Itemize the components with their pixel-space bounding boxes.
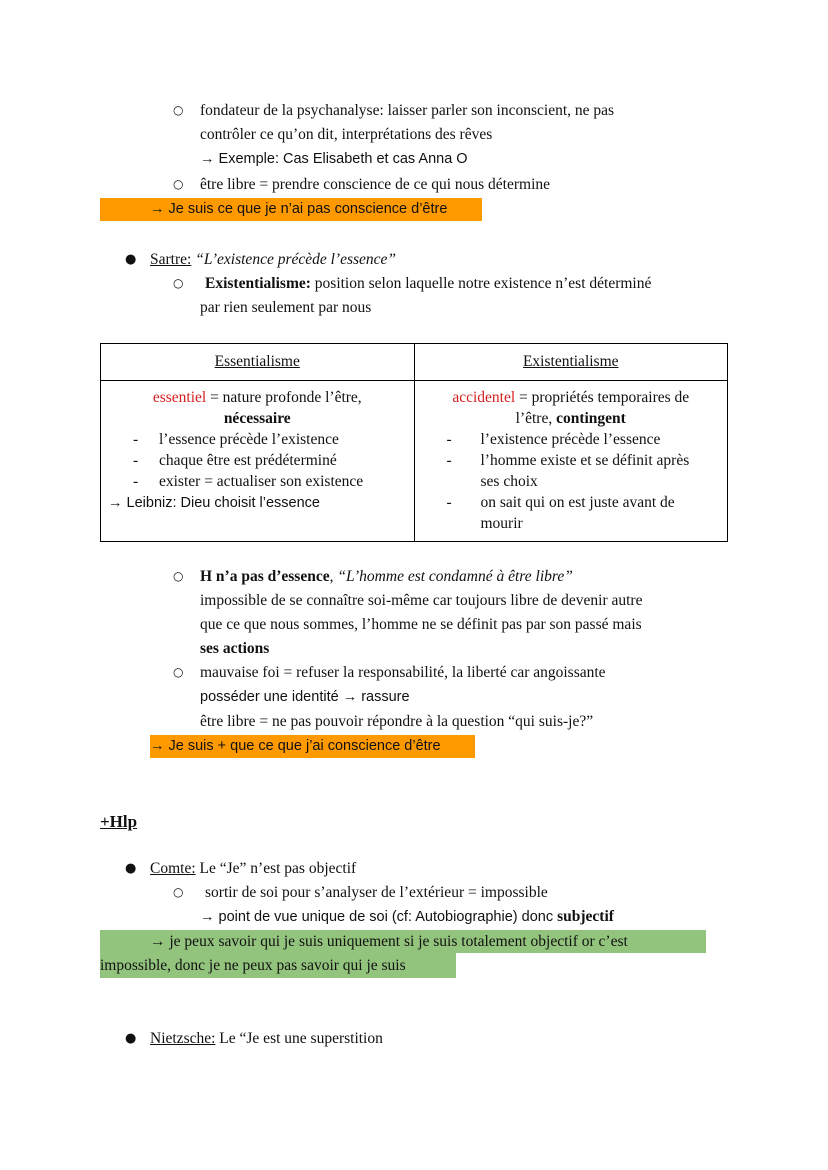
intro-line-4: être libre = prendre conscience de ce qui nous détermine [200, 176, 551, 193]
comte-name: Comte: [150, 860, 196, 877]
list-item: on sait qui on est juste avant de [480, 494, 675, 511]
bullet-icon: ● [125, 252, 137, 267]
sartre-heading [150, 249, 396, 270]
sartre-quote: “L’existence précède l’essence” [195, 251, 397, 268]
comte-conclusion-2: impossible, donc je ne peux pas savoir qui je suis [100, 957, 406, 974]
intro-line-2: contrôler ce qu’on dit, interprétations des rêves [200, 126, 493, 143]
existentialism-def-line-2: par rien seulement par nous [200, 299, 372, 316]
circle-bullet-icon: ○ [173, 569, 184, 583]
list-item-continued: ses choix [480, 473, 538, 490]
list-item: exister = actualiser son existence [159, 473, 364, 490]
circle-bullet-icon: ○ [173, 665, 184, 679]
accidentel-term: accidentel [452, 389, 516, 406]
circle-bullet-icon: ○ [173, 276, 184, 290]
existentialism-def: position selon laquelle notre existence n’est déterminé [310, 275, 652, 292]
no-essence-line-2: impossible de se connaître soi-même car toujours libre de devenir autre [200, 592, 643, 609]
sartre-name: Sartre: [150, 251, 192, 268]
no-essence-line-4: ses actions [200, 640, 270, 657]
intro-conclusion: → Je suis ce que je n’ai pas conscience d’être [150, 201, 448, 217]
condemned-quote: “L’homme est condamné à être libre” [337, 568, 573, 585]
comte-conclusion-1: → je peux savoir qui je suis uniquement si je suis totalement objectif or c’est [150, 933, 628, 950]
list-item: l’essence précède l’existence [159, 431, 339, 448]
table-header-essentialism: Essentialisme [101, 344, 415, 381]
nietzsche-rest: Le “Je est une superstition [215, 1030, 383, 1047]
comte-line-2 [200, 906, 614, 928]
table-header-existentialism: Existentialisme [414, 344, 728, 381]
existentialism-term: Existentialisme: [205, 275, 311, 292]
comte-heading [150, 858, 356, 879]
sartre-conclusion: → Je suis + que ce que j’ai conscience d’être [150, 738, 441, 754]
section-title-hlp: +Hlp [100, 812, 138, 831]
comparison-table [100, 343, 728, 542]
bad-faith-line-2: posséder une identité → rassure [200, 689, 410, 705]
circle-bullet-icon: ○ [173, 177, 184, 191]
comte-line-2-text: → point de vue unique de soi (cf: Autobiographie) donc [200, 909, 558, 925]
essentiel-term: essentiel [152, 389, 207, 406]
table-cell-existentialism: accidentel = propriétés temporaires de l’être, contingent - l’existence précède l’essence - l’homme existe et se définit après ses choix - on sait qui on est juste avant de mourir [414, 381, 728, 542]
essentiel-def: = nature profonde l’être, [206, 389, 362, 406]
accidentel-def-2: l’être, [515, 410, 557, 427]
comte-line-1: sortir de soi pour s’analyser de l’extérieur = impossible [205, 884, 548, 901]
comte-rest: Le “Je” n’est pas objectif [195, 860, 357, 877]
bad-faith-line-1: mauvaise foi = refuser la responsabilité, la liberté car angoissante [200, 664, 606, 681]
list-item: l’existence précède l’essence [480, 431, 661, 448]
list-item-continued: mourir [480, 515, 523, 532]
list-item: chaque être est prédéterminé [159, 452, 337, 469]
accidentel-def: = propriétés temporaires de [515, 389, 690, 406]
contingent-bold: contingent [556, 410, 626, 427]
leibniz-note: → Leibniz: Dieu choisit l’essence [108, 495, 320, 511]
essentiel-bold: nécessaire [223, 410, 291, 427]
bullet-icon: ● [125, 1031, 137, 1046]
no-essence-line-3: que ce que nous sommes, l’homme ne se définit pas par son passé mais [200, 616, 642, 633]
subjectif-bold: subjectif [557, 908, 614, 925]
no-essence-bold: H n’a pas d’essence [200, 568, 330, 585]
bad-faith-line-3: être libre = ne pas pouvoir répondre à la question “qui suis-je?” [200, 713, 594, 730]
no-essence-line: H n’a pas d’essence, “L’homme est condamné à être libre” [200, 568, 573, 585]
circle-bullet-icon: ○ [173, 885, 184, 899]
intro-line-1: fondateur de la psychanalyse: laisser parler son inconscient, ne pas [200, 102, 615, 119]
list-item: l’homme existe et se définit après [480, 452, 690, 469]
table-cell-essentialism: essentiel = nature profonde l’être, nécessaire - l’essence précède l’existence - chaque être est prédéterminé - exister = actualiser son existence → Leibniz: Dieu choisit l’essence [101, 381, 415, 542]
bullet-icon: ● [125, 861, 137, 876]
nietzsche-heading [150, 1028, 383, 1049]
nietzsche-name: Nietzsche: [150, 1030, 216, 1047]
existentialism-definition [205, 273, 651, 294]
intro-example: → Exemple: Cas Elisabeth et cas Anna O [200, 151, 468, 167]
circle-bullet-icon: ○ [173, 103, 184, 117]
